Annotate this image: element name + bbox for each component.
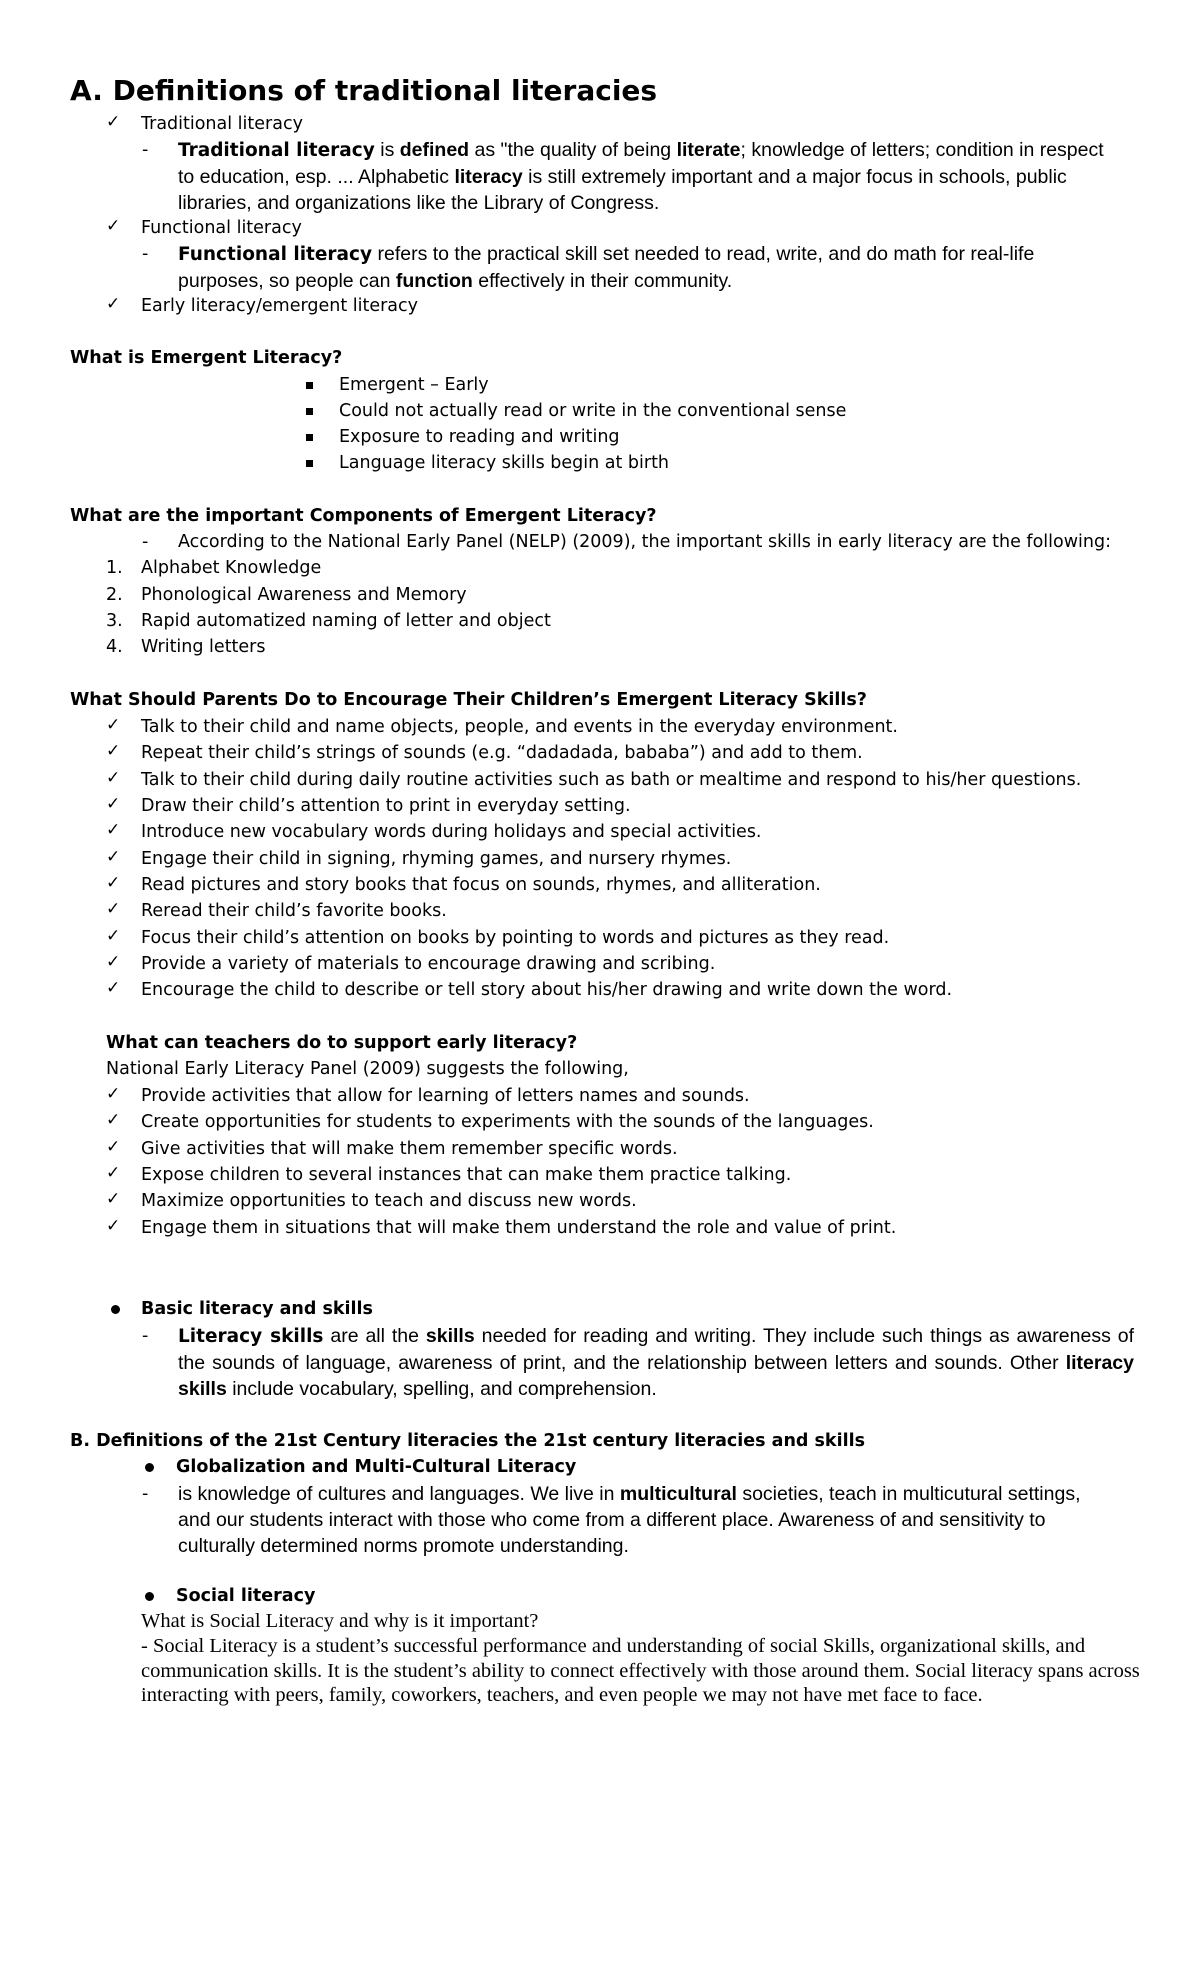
square-bullet-icon	[306, 382, 313, 389]
check-icon: ✓	[106, 978, 121, 998]
components-intro: According to the National Early Panel (NELP) (2009), the important skills in early literacy are the following:	[178, 532, 1111, 552]
globalization-definition: is knowledge of cultures and languages. We live in multicultural societies, teach in multicutural settings, and our students interact with those who come from a different place. Awareness of and sensitivity to culturally determined norms promote understanding.	[178, 1483, 1081, 1557]
globalization-heading: Globalization and Multi-Cultural Literacy	[176, 1457, 577, 1477]
parents-item: Engage their child in signing, rhyming games, and nursery rhymes.	[141, 849, 732, 869]
list-number: 4.	[106, 637, 123, 657]
check-icon: ✓	[106, 1137, 121, 1157]
section-a-title: A. Definitions of traditional literacies	[70, 74, 658, 107]
teachers-intro: National Early Literacy Panel (2009) suggests the following,	[106, 1059, 629, 1079]
dash-marker: -	[142, 1326, 149, 1346]
check-icon: ✓	[106, 820, 121, 840]
emergent-bullet: Could not actually read or write in the conventional sense	[339, 401, 847, 421]
round-bullet-icon	[111, 1305, 120, 1314]
dash-marker: -	[142, 532, 149, 552]
list-number: 1.	[106, 558, 123, 578]
check-icon: ✓	[106, 794, 121, 814]
check-icon: ✓	[106, 715, 121, 735]
parents-item: Draw their child’s attention to print in everyday setting.	[141, 796, 631, 816]
item-functional-literacy: Functional literacy	[141, 218, 302, 238]
item-early-literacy: Early literacy/emergent literacy	[141, 296, 419, 316]
parents-item: Introduce new vocabulary words during holidays and special activities.	[141, 822, 762, 842]
parents-item: Reread their child’s favorite books.	[141, 901, 447, 921]
section-b-title: B. Definitions of the 21st Century literacies the 21st century literacies and skills	[70, 1431, 865, 1451]
check-icon: ✓	[106, 1189, 121, 1209]
check-icon: ✓	[106, 1163, 121, 1183]
check-icon: ✓	[106, 216, 121, 236]
social-question: What is Social Literacy and why is it important?	[141, 1610, 539, 1632]
teachers-item: Maximize opportunities to teach and discuss new words.	[141, 1191, 637, 1211]
social-heading: Social literacy	[176, 1586, 316, 1606]
list-item: Phonological Awareness and Memory	[141, 585, 467, 605]
dash-marker: -	[142, 244, 149, 264]
functional-literacy-definition: Functional literacy refers to the practical skill set needed to read, write, and do math for real-life purposes, so people can function effectively in their community.	[178, 243, 1035, 292]
teachers-item: Expose children to several instances that can make them practice talking.	[141, 1165, 792, 1185]
emergent-bullet: Emergent – Early	[339, 375, 489, 395]
list-item: Rapid automatized naming of letter and object	[141, 611, 551, 631]
parents-item: Focus their child’s attention on books by pointing to words and pictures as they read.	[141, 928, 890, 948]
dash-marker: -	[142, 140, 149, 160]
teachers-item: Give activities that will make them remember specific words.	[141, 1139, 678, 1159]
check-icon: ✓	[106, 952, 121, 972]
parents-item: Encourage the child to describe or tell story about his/her drawing and write down the word.	[141, 980, 953, 1000]
emergent-heading: What is Emergent Literacy?	[70, 348, 343, 368]
round-bullet-icon	[145, 1463, 154, 1472]
emergent-bullet: Exposure to reading and writing	[339, 427, 620, 447]
basic-literacy-definition: Literacy skills are all the skills needed for reading and writing. They include such things as awareness of the sounds of language, awareness of print, and the relationship between letters and sounds. Other literacy skills include vocabulary, spelling, and comprehension.	[178, 1325, 1134, 1400]
check-icon: ✓	[106, 112, 121, 132]
teachers-item: Engage them in situations that will make them understand the role and value of print.	[141, 1218, 897, 1238]
check-icon: ✓	[106, 847, 121, 867]
components-heading: What are the important Components of Emergent Literacy?	[70, 506, 657, 526]
parents-item: Talk to their child during daily routine activities such as bath or mealtime and respond to his/her questions.	[141, 770, 1082, 790]
square-bullet-icon	[306, 434, 313, 441]
check-icon: ✓	[106, 1110, 121, 1130]
teachers-item: Provide activities that allow for learning of letters names and sounds.	[141, 1086, 750, 1106]
dash-marker: -	[142, 1484, 149, 1504]
list-item: Alphabet Knowledge	[141, 558, 322, 578]
check-icon: ✓	[106, 873, 121, 893]
square-bullet-icon	[306, 460, 313, 467]
parents-item: Provide a variety of materials to encourage drawing and scribing.	[141, 954, 716, 974]
check-icon: ✓	[106, 1084, 121, 1104]
check-icon: ✓	[106, 1216, 121, 1236]
parents-item: Read pictures and story books that focus on sounds, rhymes, and alliteration.	[141, 875, 821, 895]
round-bullet-icon	[145, 1592, 154, 1601]
parents-item: Talk to their child and name objects, people, and events in the everyday environment.	[141, 717, 898, 737]
check-icon: ✓	[106, 294, 121, 314]
square-bullet-icon	[306, 408, 313, 415]
check-icon: ✓	[106, 768, 121, 788]
list-item: Writing letters	[141, 637, 266, 657]
list-number: 2.	[106, 585, 123, 605]
social-answer: - Social Literacy is a student’s successful performance and understanding of social Skills, organizational skills, and communication skills. It is the student’s ability to connect effectively with those around them. Social literacy spans across interacting with peers, family, coworkers, teachers, and even people we may not have met face to face.	[141, 1635, 1140, 1706]
list-number: 3.	[106, 611, 123, 631]
emergent-bullet: Language literacy skills begin at birth	[339, 453, 670, 473]
traditional-literacy-definition: Traditional literacy is defined as "the quality of being literate; knowledge of letters; condition in respect to education, esp. ... Alphabetic literacy is still extremely important and a major focus in schools, public libraries, and organizations like the Library of Congress.	[178, 139, 1104, 214]
teachers-item: Create opportunities for students to experiments with the sounds of the languages.	[141, 1112, 874, 1132]
parents-heading: What Should Parents Do to Encourage Their Children’s Emergent Literacy Skills?	[70, 690, 867, 710]
teachers-heading: What can teachers do to support early literacy?	[106, 1033, 578, 1053]
check-icon: ✓	[106, 899, 121, 919]
item-traditional-literacy: Traditional literacy	[141, 114, 303, 134]
check-icon: ✓	[106, 926, 121, 946]
check-icon: ✓	[106, 741, 121, 761]
parents-item: Repeat their child’s strings of sounds (e.g. “dadadada, bababa”) and add to them.	[141, 743, 863, 763]
basic-heading: Basic literacy and skills	[141, 1299, 373, 1319]
